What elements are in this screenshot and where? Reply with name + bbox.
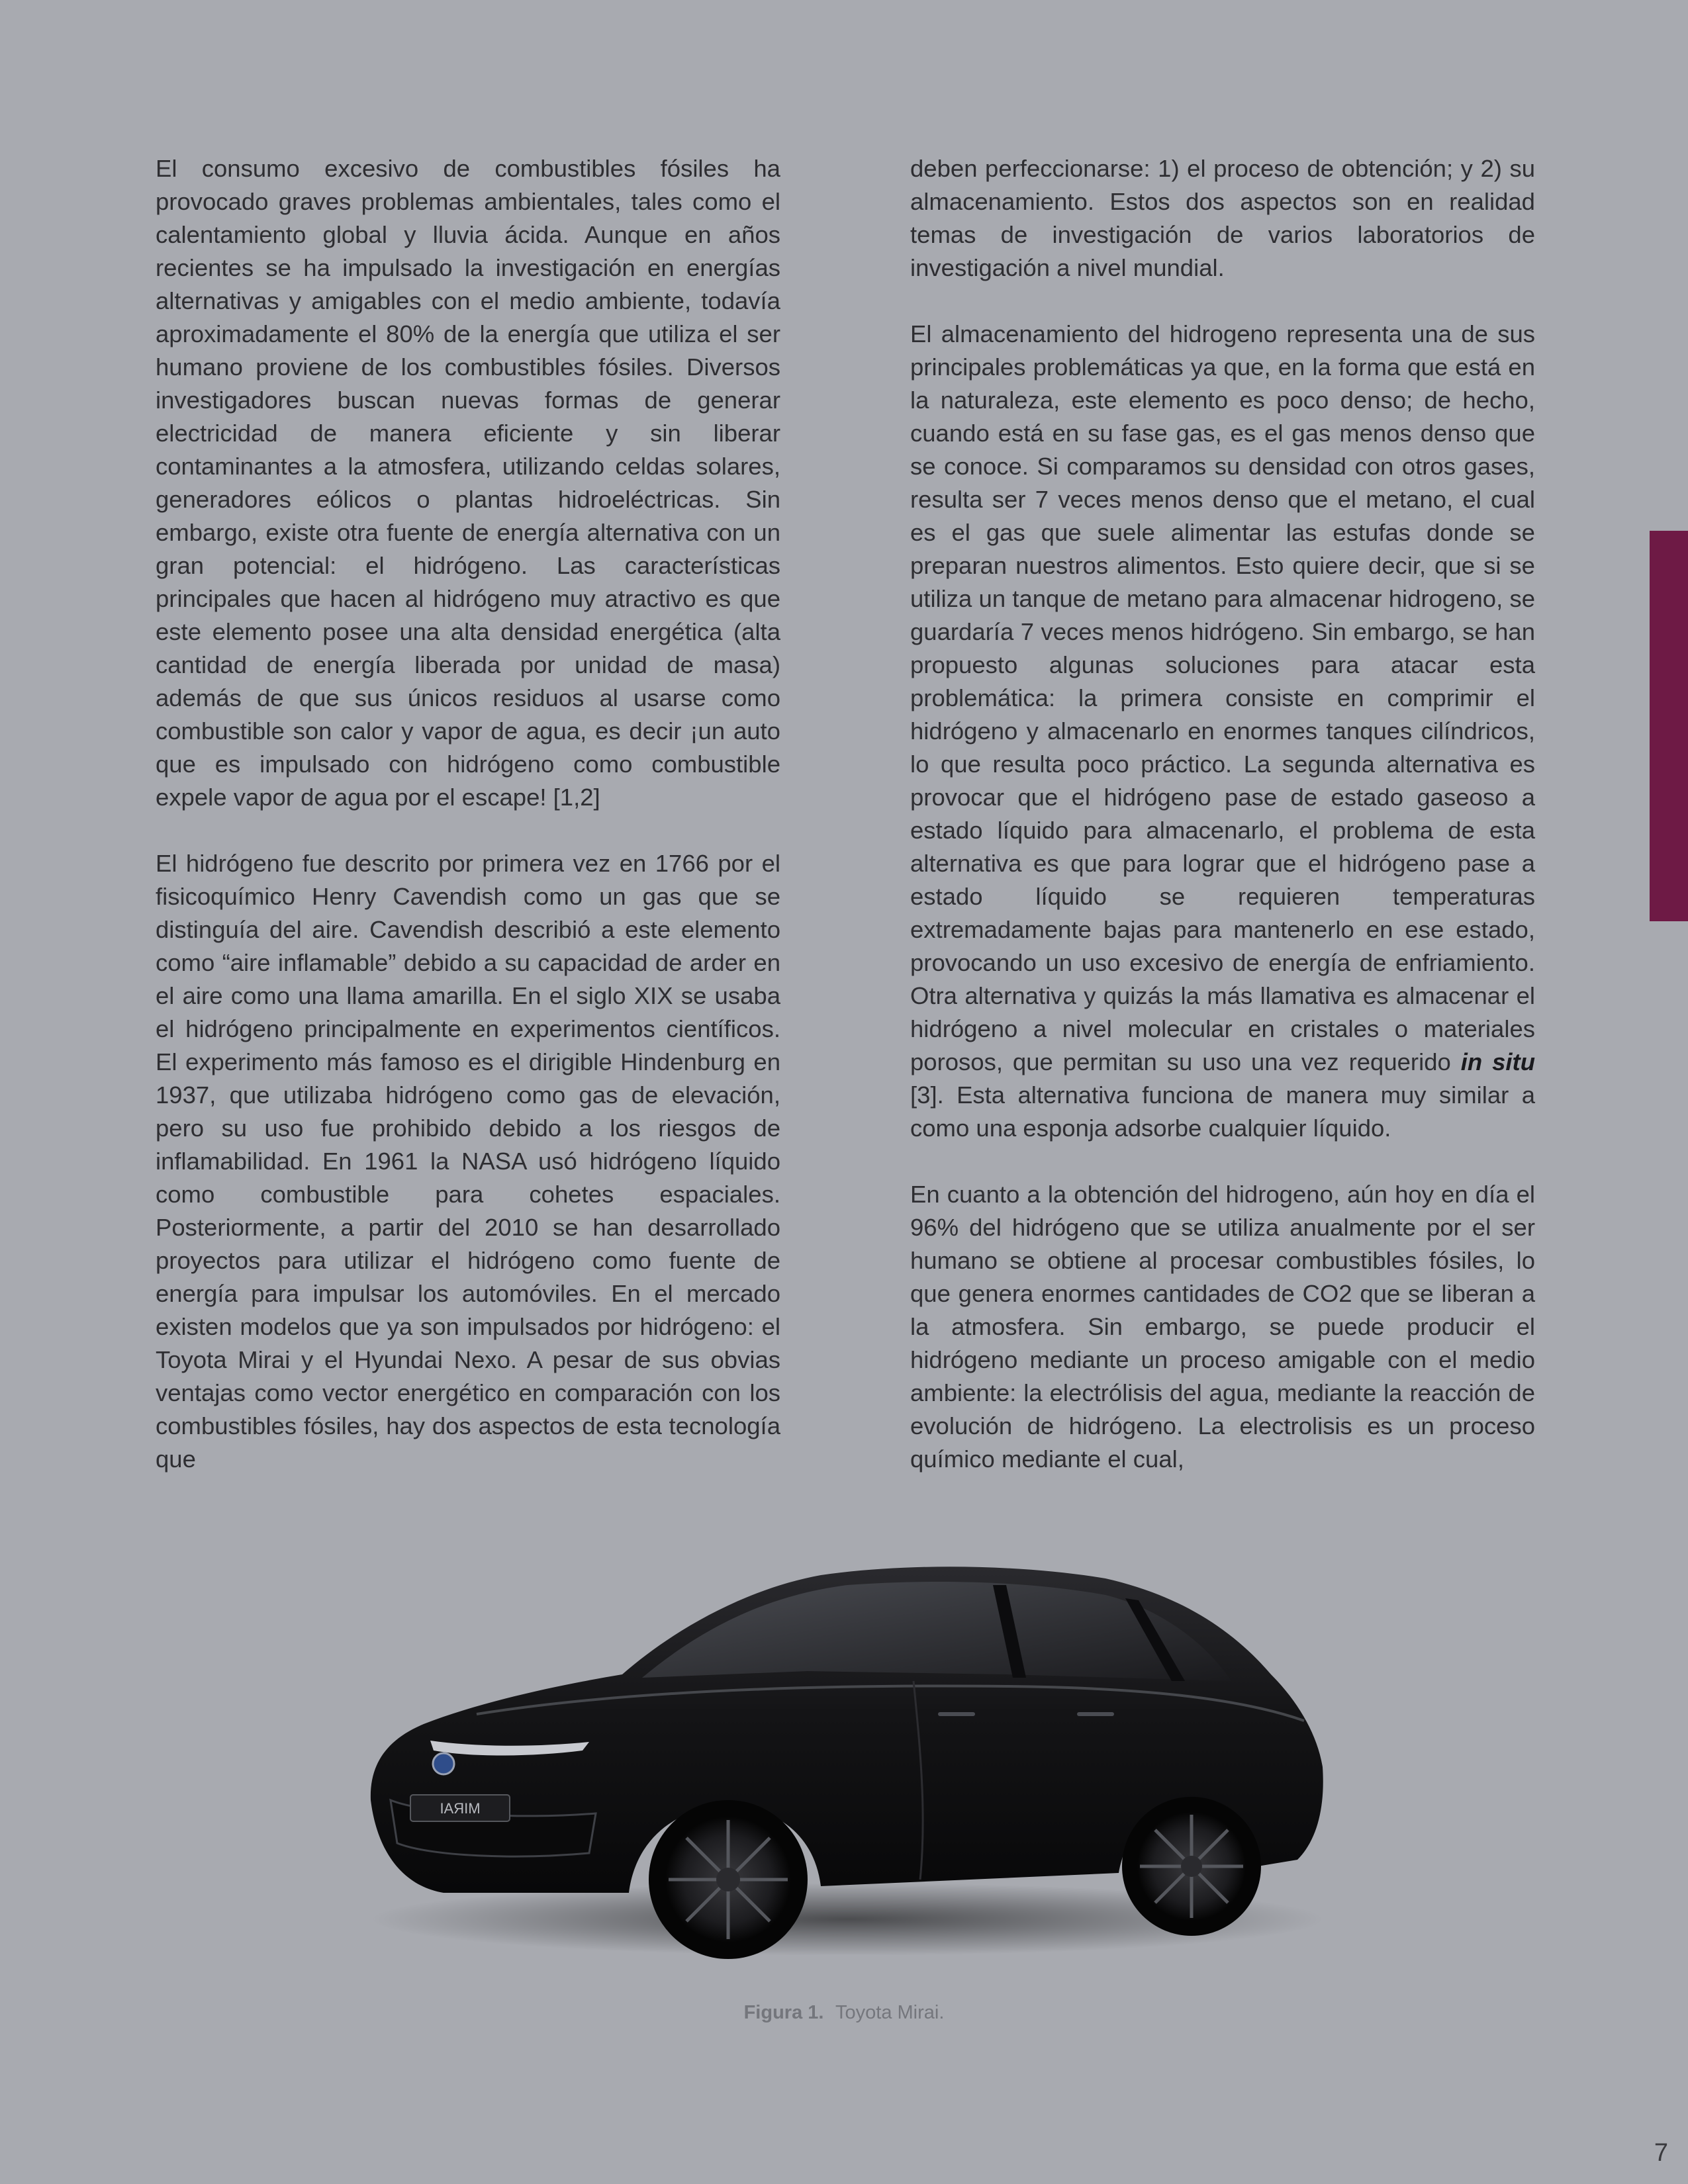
paragraph-history: El hidrógeno fue descrito por primera vez en 1766 por el fisicoquímico Henry Cavendish como un gas que se distinguía del aire. Cavendish describió a este elemento como “aire inflamable” debido a su capacidad de arder en el aire como una llama amarilla. En el siglo XIX se usaba el hidrógeno principalmente en experimentos científicos. El experimento más famoso es el dirigible Hindenburg en 1937, que utilizaba hidrógeno como gas de elevación, pero su uso fue prohibido debido a los riesgos de inflamabilidad. En 1961 la NASA usó hidrógeno líquido como combustible para cohetes espaciales. Posteriormente, a partir del 2010 se han desarrollado proyectos para utilizar el hidrógeno como fuente de energía para impulsar los automóviles. En el mercado existen modelos que ya son impulsados por hidrógeno: el Toyota Mirai y el Hyundai Nexo. A pesar de sus obvias ventajas como vector energético en comparación con los combustibles fósiles, hay dos aspectos de esta tecnología que <box>156 850 780 1473</box>
figure-label: Figura 1. <box>743 2002 824 2023</box>
front-wheel <box>649 1800 808 1959</box>
in-situ-emphasis: in situ <box>1460 1048 1536 1075</box>
paragraph-production: En cuanto a la obtención del hidrogeno, aún hoy en día el 96% del hidrógeno que se utiliza anualmente por el ser humano se obtiene al procesar combustibles fósiles, lo que genera enormes cantidades de CO2 que se liberan a la atmosfera. Sin embargo, se puede producir el hidrógeno mediante un proceso amigable con el medio ambiente: la electrólisis del agua, mediante la reacción de evolución de hidrógeno. La electrolisis es un proceso químico mediante el cual, <box>910 1181 1535 1473</box>
brand-emblem-icon <box>433 1753 454 1774</box>
rear-wheel <box>1122 1797 1261 1936</box>
page-number: 7 <box>1654 2139 1668 2167</box>
right-column <box>910 152 1535 1476</box>
figure-caption <box>0 2002 1688 2024</box>
figure-caption-text: Toyota Mirai. <box>835 2002 945 2023</box>
left-column <box>156 152 780 1476</box>
car-image <box>344 1549 1344 1959</box>
plate-text: MIRAI <box>440 1800 481 1817</box>
figure-car <box>344 1549 1344 1959</box>
paragraph-aspects: deben perfeccionarse: 1) el proceso de obtención; y 2) su almacenamiento. Estos dos aspectos son en realidad temas de investigación de varios laboratorios de investigación a nivel mundial. <box>910 155 1535 281</box>
storage-text-before: El almacenamiento del hidrogeno representa una de sus principales problemáticas ya que, en la forma que está en la naturaleza, este elemento es poco denso; de hecho, cuando está en su fase gas, es el gas menos denso que se conoce. Si comparamos su densidad con otros gases, resulta ser 7 veces menos denso que el metano, el cual es el gas que suele alimentar las estufas donde se preparan nuestros alimentos. Esto quiere decir, que si se utiliza un tanque de metano para almacenar hidrogeno, se guardaría 7 veces menos hidrógeno. Sin embargo, se han propuesto algunas soluciones para atacar esta problemática: la primera consiste en comprimir el hidrógeno y almacenarlo en enormes tanques cilíndricos, lo que resulta poco práctico. La segunda alternativa es provocar que el hidrógeno pase de estado gaseoso a estado líquido para almacenarlo, el problema de esta alternativa es que para lograr que el hidrógeno pase a estado líquido se requieren temperaturas extremadamente bajas para mantenerlo en ese estado, provocando un uso excesivo de energía de enfriamiento. Otra alternativa y quizás la más llamativa es almacenar el hidrógeno a nivel molecular en cristales o materiales porosos, que permitan su uso una vez requerido <box>910 320 1535 1075</box>
paragraph-storage <box>910 318 1535 1145</box>
paragraph-intro: El consumo excesivo de combustibles fósiles ha provocado graves problemas ambientales, tales como el calentamiento global y lluvia ácida. Aunque en años recientes se ha impulsado la investigación en energías alternativas y amigables con el medio ambiente, todavía aproximadamente el 80% de la energía que utiliza el ser humano proviene de los combustibles fósiles. Diversos investigadores buscan nuevas formas de generar electricidad de manera eficiente y sin liberar contaminantes a la atmosfera, utilizando celdas solares, generadores eólicos o plantas hidroeléctricas. Sin embargo, existe otra fuente de energía alternativa con un gran potencial: el hidrógeno. Las características principales que hacen al hidrógeno muy atractivo es que este elemento posee una alta densidad energética (alta cantidad de energía liberada por unidad de masa) además de que sus únicos residuos al usarse como combustible son calor y vapor de agua, es decir ¡un auto que es impulsado con hidrógeno como combustible expele vapor de agua por el escape! [1,2] <box>156 155 780 811</box>
side-tab-marker <box>1650 531 1688 921</box>
storage-text-after: [3]. Esta alternativa funciona de manera muy similar a como una esponja adsorbe cualquier líquido. <box>910 1081 1535 1142</box>
